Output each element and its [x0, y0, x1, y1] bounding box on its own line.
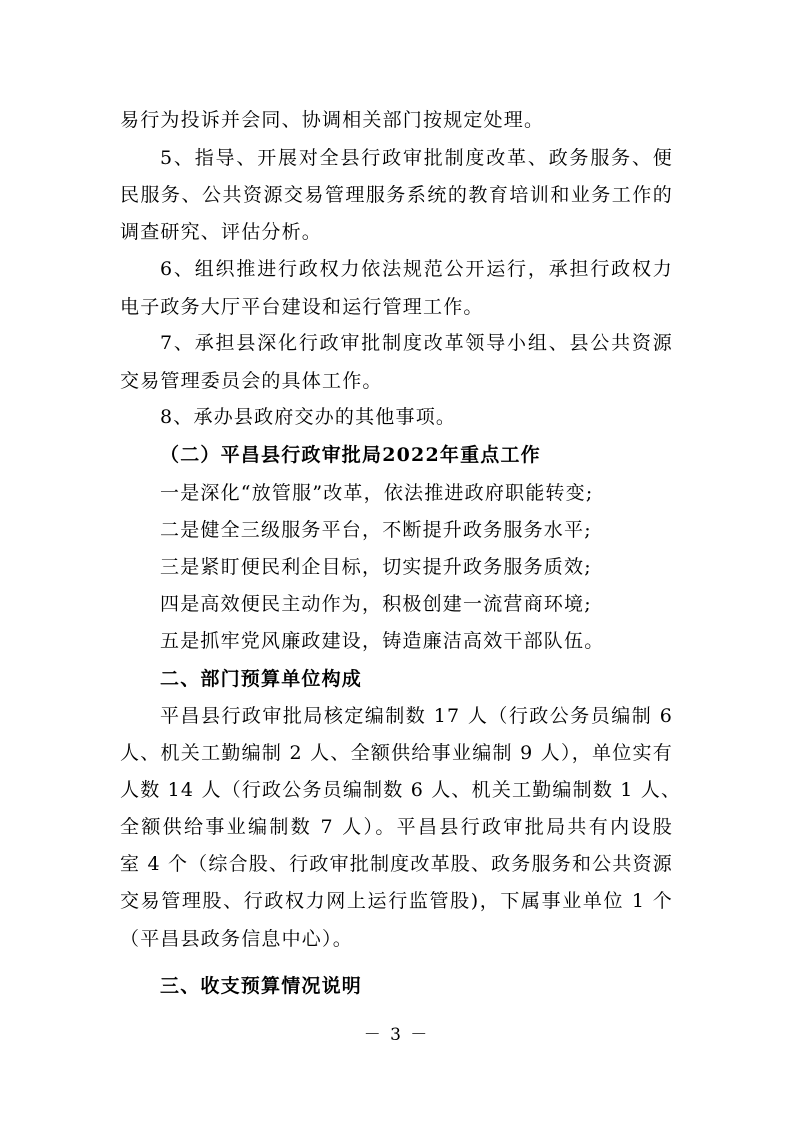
paragraph-line: 5、指导、开展对全县行政审批制度改革、政务服务、便	[160, 147, 673, 169]
paragraph-line: 交易管理委员会的具体工作。	[120, 370, 383, 392]
section-heading: 二、部门预算单位构成	[160, 668, 363, 690]
paragraph-line: （平昌县政务信息中心）。	[120, 928, 353, 950]
page-number: － 3 －	[363, 1025, 430, 1045]
list-item: 一是深化“放管服”改革，依法推进政府职能转变;	[160, 482, 594, 504]
paragraph-line: 交易管理股、行政权力网上运行监管股)，下属事业单位 1 个	[120, 890, 673, 912]
paragraph-line: 电子政务大厅平台建设和运行管理工作。	[120, 296, 484, 318]
list-item: 三是紧盯便民利企目标，切实提升政务服务质效;	[160, 556, 592, 578]
paragraph-line: 平昌县行政审批局核定编制数 17 人（行政公务员编制 6	[160, 705, 673, 727]
paragraph-line: 民服务、公共资源交易管理服务系统的教育培训和业务工作的	[120, 184, 673, 206]
paragraph-line: 室 4 个（综合股、行政审批制度改革股、政务服务和公共资源	[120, 853, 673, 875]
section-heading: 三、收支预算情况说明	[160, 975, 363, 997]
list-item: 二是健全三级服务平台，不断提升政务服务水平;	[160, 519, 592, 541]
paragraph-line: 7、承担县深化行政审批制度改革领导小组、县公共资源	[160, 332, 673, 354]
subsection-heading: （二）平昌县行政审批局2022年重点工作	[160, 444, 541, 466]
paragraph-line: 全额供给事业编制数 7 人）。平昌县行政审批局共有内设股	[120, 816, 673, 838]
paragraph-line: 易行为投诉并会同、协调相关部门按规定处理。	[120, 109, 545, 131]
paragraph-line: 8、承办县政府交办的其他事项。	[160, 406, 457, 428]
list-item: 五是抓牢党风廉政建设，铸造廉洁高效干部队伍。	[160, 630, 605, 652]
paragraph-line: 人数 14 人（行政公务员编制数 6 人、机关工勤编制数 1 人、	[120, 779, 682, 801]
paragraph-line: 6、组织推进行政权力依法规范公开运行，承担行政权力	[160, 258, 673, 280]
paragraph-line: 人、机关工勤编制 2 人、全额供给事业编制 9 人），单位实有	[120, 742, 673, 764]
list-item: 四是高效便民主动作为，积极创建一流营商环境;	[160, 593, 592, 615]
paragraph-line: 调查研究、评估分析。	[120, 221, 323, 243]
